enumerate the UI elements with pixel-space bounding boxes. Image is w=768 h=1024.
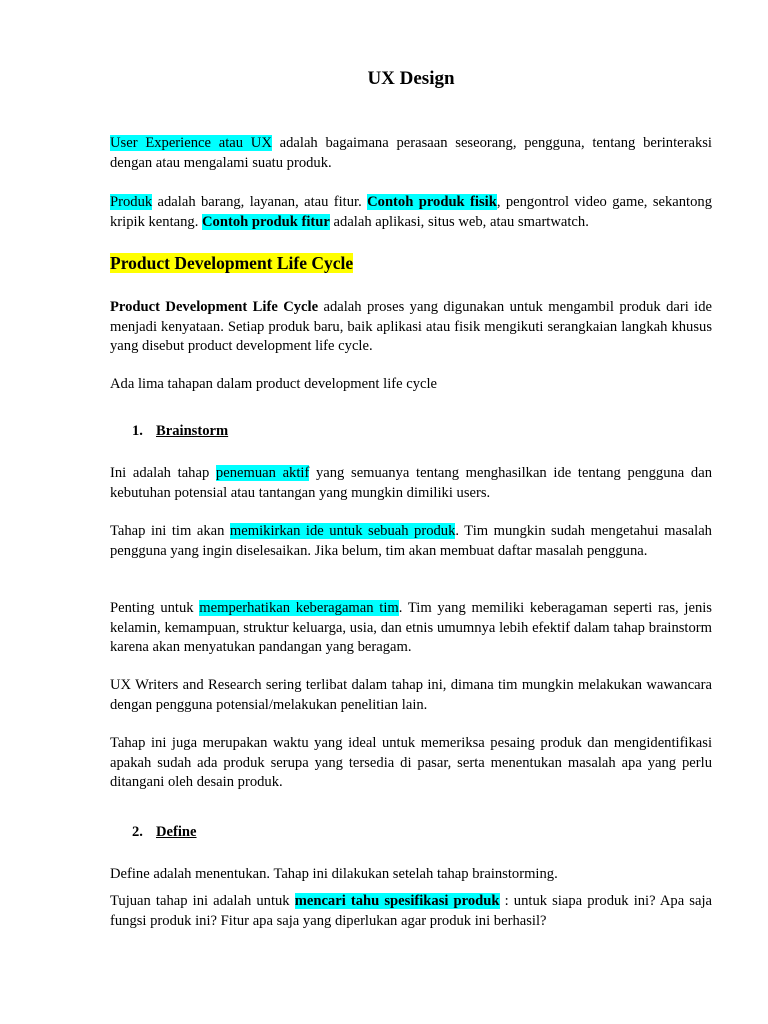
section-heading [110,253,353,274]
highlight-produk-term: Produk [110,194,153,210]
paragraph-ux-definition [110,134,712,173]
paragraph-define-1: Define adalah menentukan. Tahap ini dilakukan setelah tahap brainstorming. [110,866,558,882]
highlight-text: mencari tahu spesifikasi produk [294,893,500,909]
list-number: 1. [132,423,143,439]
paragraph-brainstorm-3 [110,599,712,658]
paragraph-text: Penting untuk [110,600,200,616]
list-label: Brainstorm [156,423,229,439]
paragraph-text: adalah aplikasi, situs web, atau smartwatch. [329,213,589,230]
highlight-ux-term: User Experience atau UX [110,135,272,151]
list-item-define [132,824,197,841]
paragraph-brainstorm-5: Tahap ini juga merupakan waktu yang ideal untuk memeriksa pesaing produk dan mengidentifikasi apakah sudah ada produk serupa yang tersedia di pasar, serta menentukan masalah apa yang perlu ditangani oleh desain produk. [110,735,712,790]
paragraph-text: Tujuan tahap ini adalah untuk [110,893,295,909]
paragraph-product-definition [110,193,712,232]
paragraph-text: adalah bagaimana perasaan seseorang, pengguna, tentang berinteraksi dengan atau mengalami suatu produk. [110,135,712,171]
highlight-text: memperhatikan keberagaman tim [199,600,399,616]
paragraph-text: Ini adalah tahap [110,465,216,481]
paragraph-text: . Tim yang memiliki keberagaman seperti ras, jenis kelamin, kemampuan, struktur keluarga, usia, dan etnis umumnya lebih efektif dalam tahap brainstorm karena akan menyatukan pandangan yang beragam. [110,600,712,655]
list-number: 2. [132,824,143,840]
paragraph-text: adalah barang, layanan, atau fitur. [152,194,368,210]
highlight-text: penemuan aktif [215,465,310,481]
section-heading-text: Product Development Life Cycle [110,253,354,273]
document-title: UX Design [367,68,455,89]
highlight-text: memikirkan ide untuk sebuah produk [229,523,456,539]
bold-term: Product Development Life Cycle [110,299,319,315]
paragraph-text: Tahap ini tim akan [110,523,230,539]
list-item-brainstorm [132,423,228,440]
paragraph-text: yang semuanya tentang menghasilkan ide tentang pengguna dan kebutuhan potensial atau tantangan yang mungkin dimiliki users. [110,465,713,501]
highlight-physical-product: Contoh produk fisik [367,194,497,210]
paragraph-text: . Tim mungkin sudah mengetahui masalah pengguna yang ingin diselesaikan. Jika belum, tim akan membuat daftar masalah pengguna. [110,523,712,559]
paragraph-define-2 [110,892,712,931]
paragraph-five-stages: Ada lima tahapan dalam product development life cycle [110,376,438,392]
paragraph-text: : untuk siapa produk ini? Apa saja fungsi produk ini? Fitur apa saja yang diperlukan agar produk ini berhasil? [110,893,712,929]
paragraph-brainstorm-2 [110,522,712,561]
highlight-feature-product: Contoh produk fitur [202,213,330,230]
paragraph-brainstorm-4: UX Writers and Research sering terlibat dalam tahap ini, dimana tim mungkin melakukan wawancara dengan pengguna potensial/melakukan penelitian lain. [110,677,712,713]
paragraph-text: , pengontrol video game, sekantong kripik kentang. [110,194,712,230]
paragraph-pdlc-definition [110,298,712,357]
paragraph-text: adalah proses yang digunakan untuk mengambil produk dari ide menjadi kenyataan. Setiap produk baru, baik aplikasi atau fisik mengikuti serangkaian langkah khusus yang disebut product development life cycle. [110,299,712,354]
paragraph-brainstorm-1 [110,464,712,503]
list-label: Define [156,824,197,840]
